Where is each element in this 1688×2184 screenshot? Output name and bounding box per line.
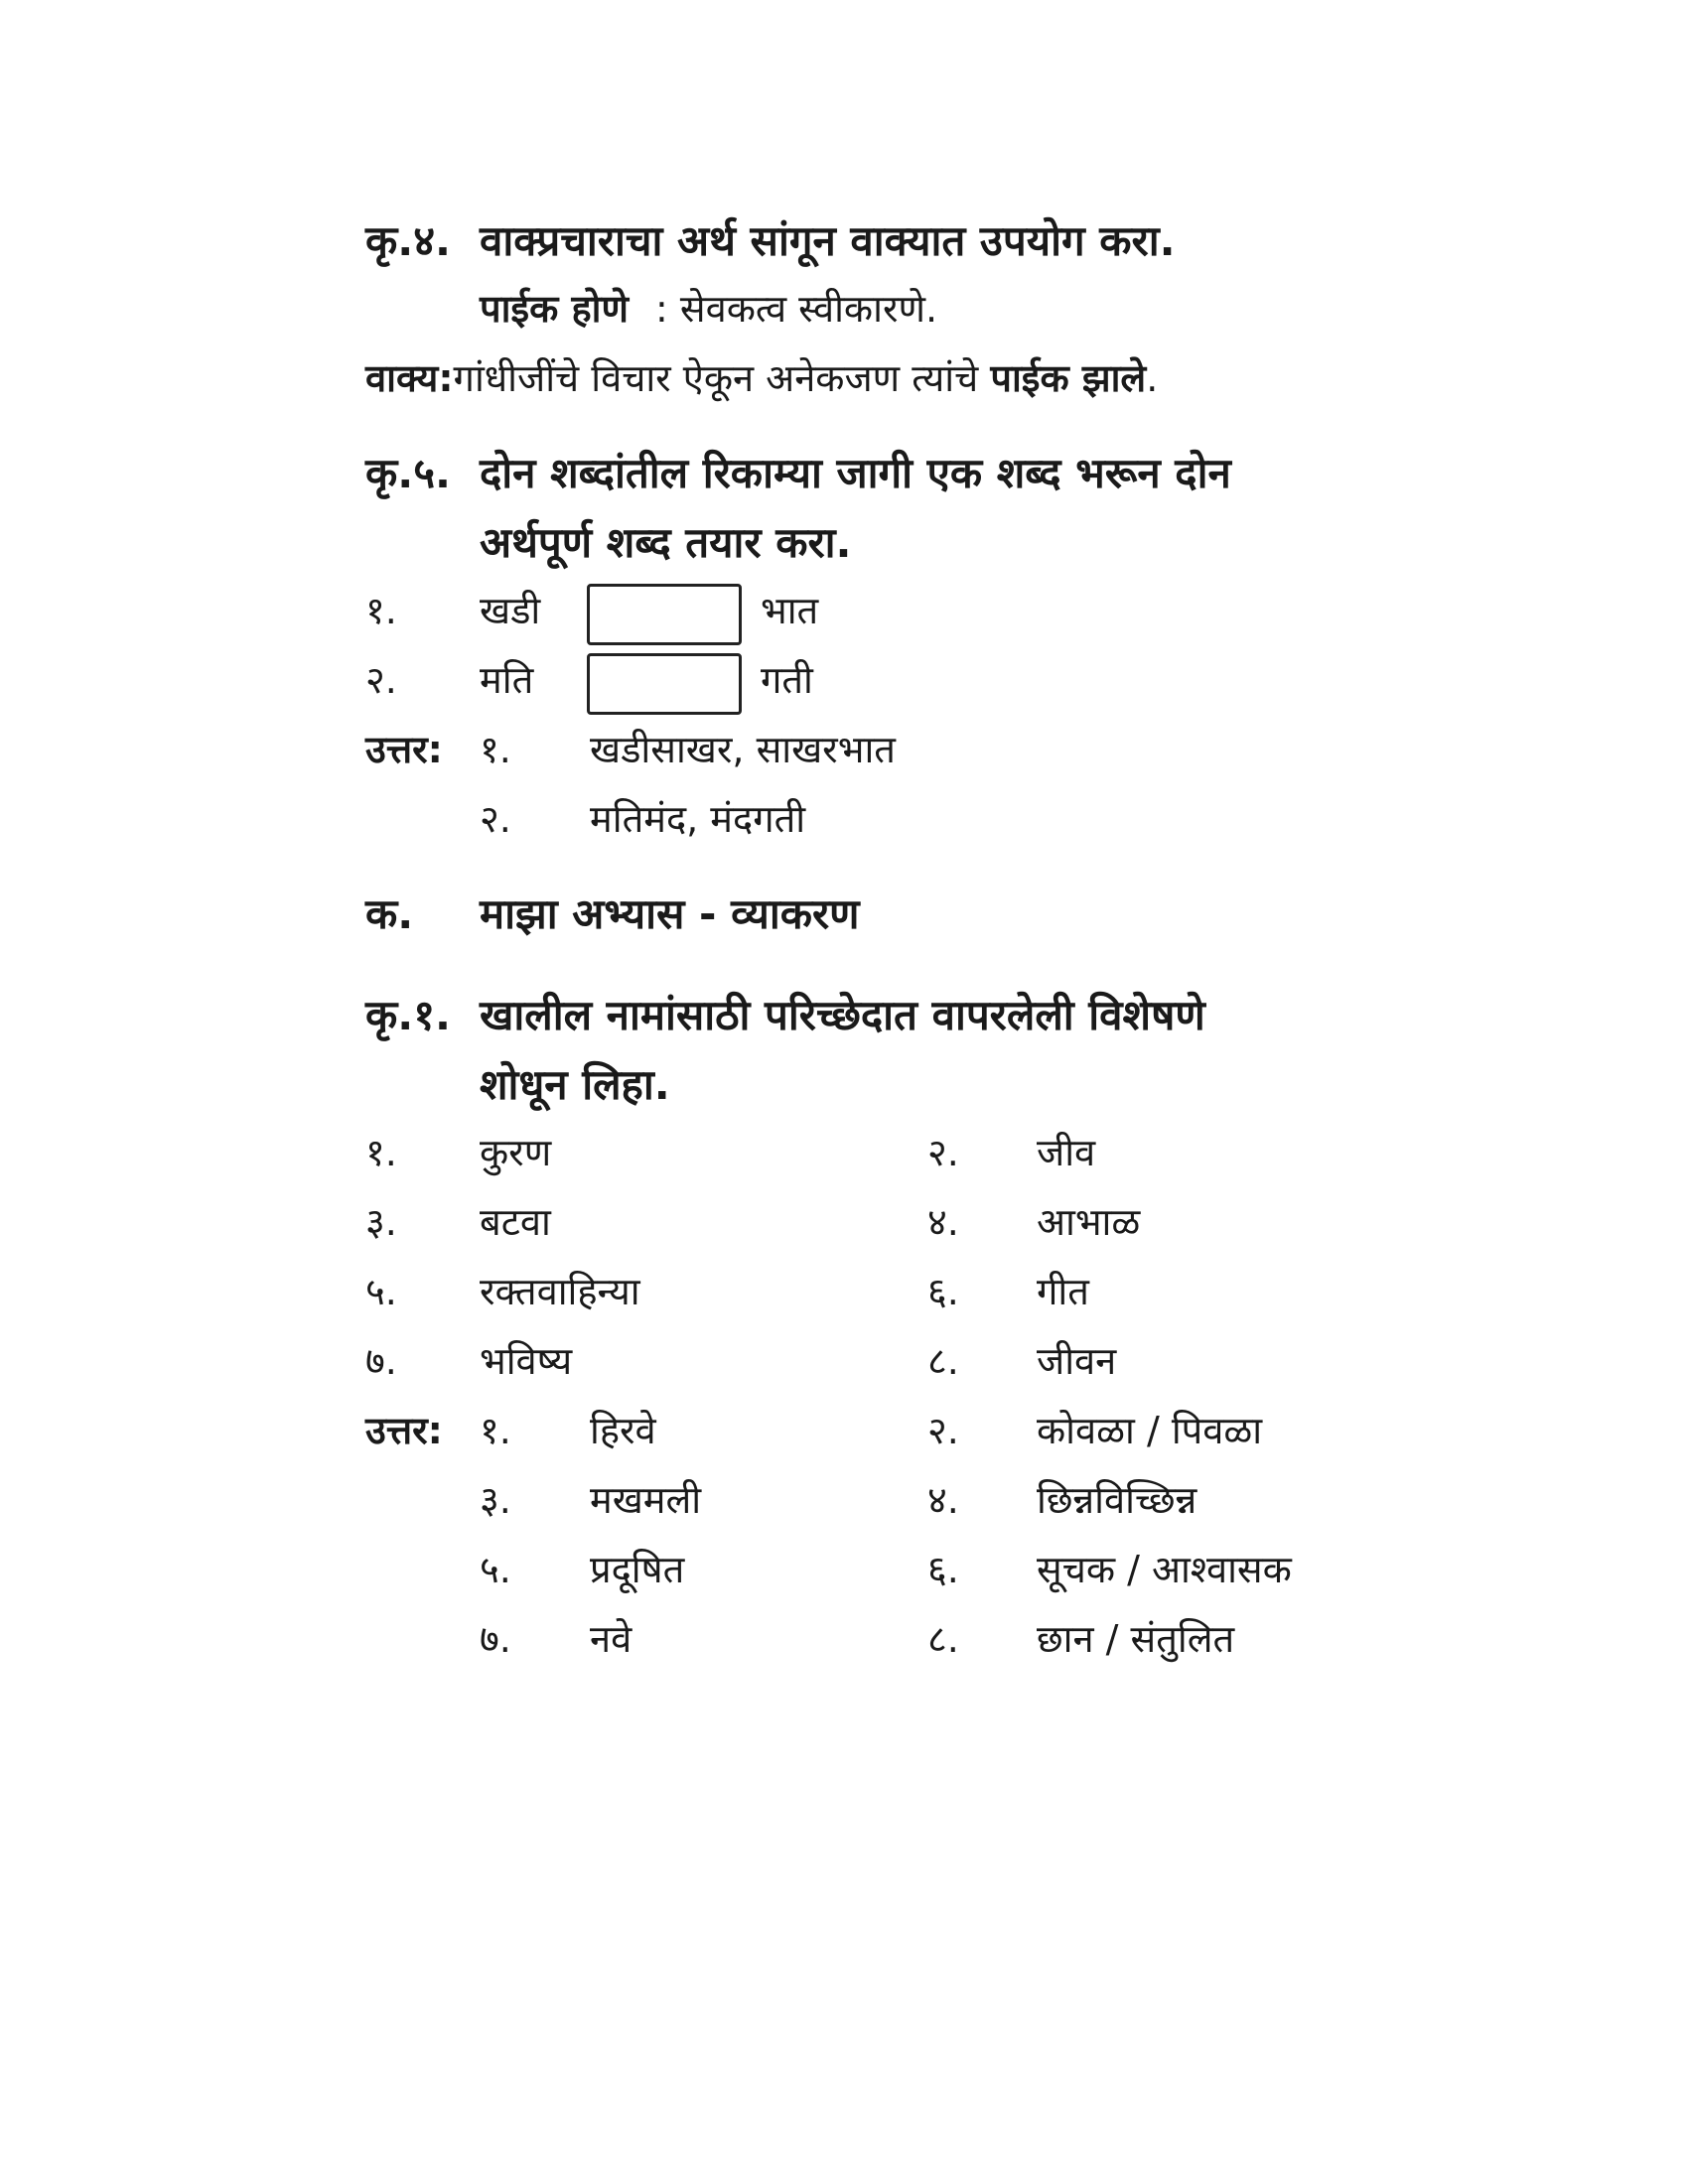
q4-sentence-text: गांधीजींचे विचार ऐकून अनेकजण त्यांचे (453, 356, 979, 400)
q1-answer-label: उत्तर: (365, 1409, 443, 1452)
q5-answer-label: उत्तर: (365, 728, 443, 771)
q1-answer-num: ४. (927, 1478, 959, 1522)
q1-answer-text: छिन्नविच्छिन्न (1037, 1478, 1197, 1522)
section-title: माझा अभ्यास - व्याकरण (480, 889, 860, 938)
q5-blank-box[interactable] (587, 653, 742, 715)
q1-answer-num: ५. (480, 1548, 511, 1591)
q1-answer-num: ६. (927, 1548, 959, 1591)
q5-item-num: २. (365, 658, 397, 702)
q1-item-text: जीव (1037, 1131, 1096, 1174)
q5-label: कृ.५. (365, 449, 452, 497)
q4-sentence-end: . (1146, 356, 1159, 400)
q5-answer-num: १. (480, 728, 511, 771)
q1-item-num: ४. (927, 1200, 959, 1244)
q1-answer-text: कोवळा / पिवळा (1037, 1409, 1263, 1452)
q1-answer-num: ३. (480, 1478, 511, 1522)
q1-title-line2: शोधून लिहा. (480, 1060, 670, 1109)
q1-item-text: रक्तवाहिन्या (480, 1270, 640, 1313)
q1-answer-text: मखमली (590, 1478, 702, 1522)
q5-title-line1: दोन शब्दांतील रिकाम्या जागी एक शब्द भरून दोन (480, 449, 1231, 497)
q1-item-num: ६. (927, 1270, 959, 1313)
q1-item-num: २. (927, 1131, 959, 1174)
q5-answer-text: मतिमंद, मंदगती (590, 797, 806, 841)
q1-item-num: ५. (365, 1270, 397, 1313)
q1-answer-num: २. (927, 1409, 959, 1452)
q1-title-line1: खालील नामांसाठी परिच्छेदात वापरलेली विशेषणे (480, 991, 1205, 1039)
q1-label: कृ.१. (365, 991, 452, 1039)
q1-item-num: ३. (365, 1200, 397, 1244)
q5-answer-text: खडीसाखर, साखरभात (590, 728, 896, 771)
q1-answer-text: छान / संतुलित (1037, 1617, 1235, 1661)
q1-answer-text: हिरवे (590, 1409, 656, 1452)
q4-meaning: : सेवकत्व स्वीकारणे. (655, 287, 938, 331)
q4-sentence-bold: पाईक झाले (990, 356, 1147, 400)
q5-item-left: मति (480, 658, 534, 702)
q1-answer-num: ८. (927, 1617, 959, 1661)
q4-sentence-label: वाक्य: (365, 356, 454, 400)
q4-phrase: पाईक होणे (480, 287, 629, 331)
q4-title: वाक्प्रचाराचा अर्थ सांगून वाक्यात उपयोग करा. (480, 216, 1176, 265)
q5-item-right: भात (761, 589, 819, 632)
q1-answer-text: नवे (590, 1617, 633, 1661)
q1-item-num: ७. (365, 1339, 397, 1383)
q1-item-text: गीत (1037, 1270, 1089, 1313)
q5-item-left: खडी (480, 589, 541, 632)
q5-blank-box[interactable] (587, 584, 742, 645)
q1-item-num: १. (365, 1131, 397, 1174)
q1-answer-text: सूचक / आश्वासक (1037, 1548, 1292, 1591)
q5-item-num: १. (365, 589, 397, 632)
q1-item-num: ८. (927, 1339, 959, 1383)
q5-item-right: गती (761, 658, 813, 702)
q5-answer-num: २. (480, 797, 511, 841)
q1-item-text: बटवा (480, 1200, 551, 1244)
q5-title-line2: अर्थपूर्ण शब्द तयार करा. (480, 518, 852, 567)
q1-answer-num: १. (480, 1409, 511, 1452)
q1-item-text: भविष्य (480, 1339, 573, 1383)
q4-label: कृ.४. (365, 216, 452, 265)
q1-item-text: जीवन (1037, 1339, 1117, 1383)
q1-item-text: कुरण (480, 1131, 552, 1174)
q1-answer-num: ७. (480, 1617, 511, 1661)
q1-answer-text: प्रदूषित (590, 1548, 685, 1591)
section-label: क. (365, 889, 414, 938)
q4-sentence (365, 356, 1159, 400)
q1-item-text: आभाळ (1037, 1200, 1141, 1244)
